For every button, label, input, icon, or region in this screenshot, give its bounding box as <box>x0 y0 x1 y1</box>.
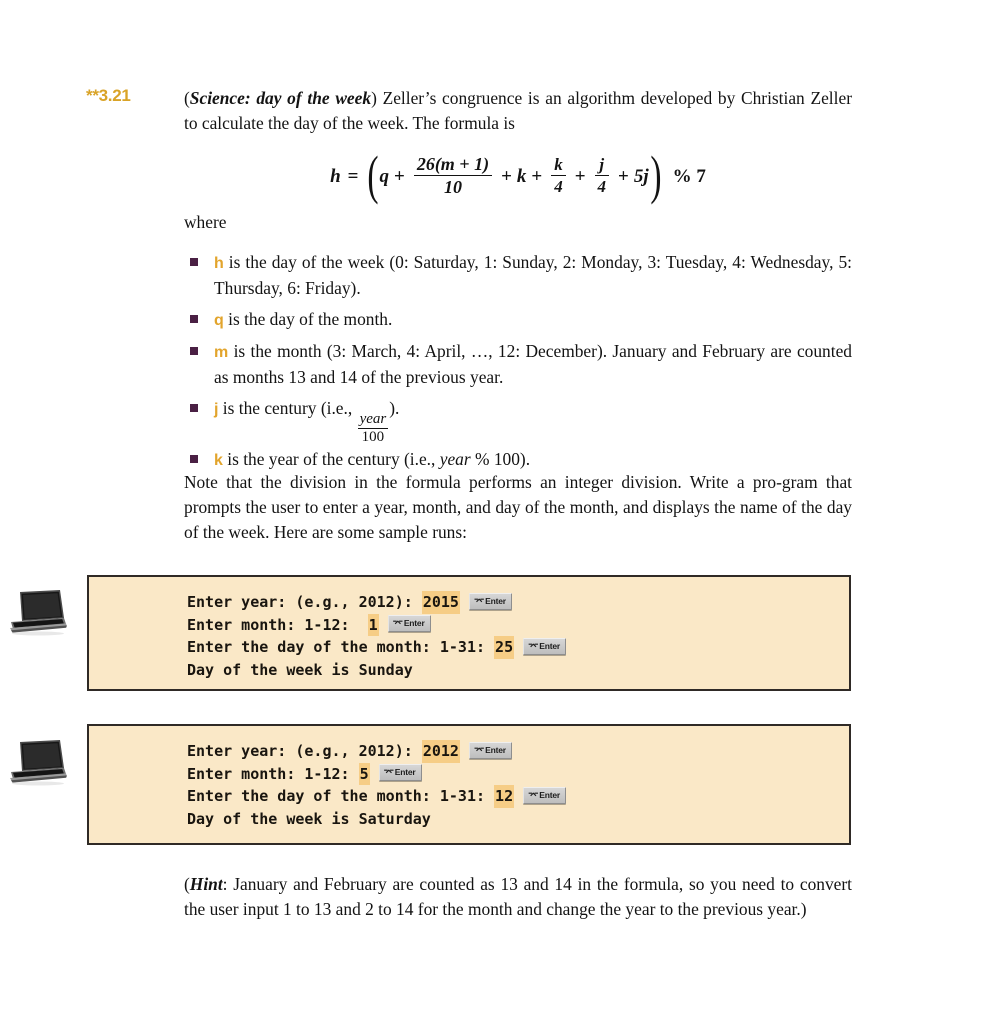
formula-plus-3: + <box>531 165 543 187</box>
enter-key-button[interactable] <box>379 764 422 781</box>
return-arrow-icon: ⌤ <box>473 744 485 755</box>
sample-run-console-2 <box>87 724 851 845</box>
formula-plus-4: + <box>574 165 586 187</box>
return-arrow-icon: ⌤ <box>473 595 485 606</box>
square-bullet-icon <box>190 258 198 266</box>
sample-run-console-1 <box>87 575 851 691</box>
formula-term-q: q <box>379 165 389 187</box>
formula-fraction-j4 <box>595 156 610 196</box>
laptop-icon <box>8 738 70 786</box>
variable-j: j <box>214 401 219 418</box>
console-line <box>187 740 849 763</box>
console-line <box>187 808 849 831</box>
console-line <box>187 636 849 659</box>
formula-fraction-month-denominator: 10 <box>414 175 492 198</box>
definition-q-text: is the day of the month. <box>223 309 393 329</box>
hint-paragraph <box>184 872 852 922</box>
formula-term-k: k <box>516 165 527 187</box>
definition-m-text: is the month (3: March, 4: April, …, 12: December). January and February are counted as months 13 and 14 of the previous year. <box>214 341 852 387</box>
console-user-input: 5 <box>359 763 370 786</box>
console-output: Day of the week is Saturday <box>187 809 431 828</box>
console-output: Day of the week is Sunday <box>187 660 413 679</box>
variable-k: k <box>214 452 223 469</box>
list-item <box>190 250 852 301</box>
formula-lhs: h <box>330 165 341 187</box>
formula-fraction-month <box>414 155 492 198</box>
console-user-input: 12 <box>494 785 514 808</box>
console-line <box>187 763 849 786</box>
formula-plus-2: + <box>501 165 512 187</box>
console-line <box>187 591 849 614</box>
laptop-icon <box>8 588 70 636</box>
enter-key-button[interactable] <box>523 638 566 655</box>
console-2-lines <box>187 740 849 830</box>
console-line <box>187 659 849 682</box>
formula-fraction-j4-denominator: 4 <box>595 175 610 197</box>
formula-fraction-month-numerator: 26(m + 1) <box>416 153 490 174</box>
formula-fraction-k4 <box>551 156 566 196</box>
console-user-input: 2015 <box>422 591 460 614</box>
enter-key-button[interactable] <box>469 742 512 759</box>
formula-plus-1: + <box>393 165 405 187</box>
enter-key-label: Enter <box>394 767 416 778</box>
console-user-input: 2012 <box>422 740 460 763</box>
definition-k-italic: year <box>439 449 471 469</box>
formula-fraction-k4-numerator: k <box>554 154 563 174</box>
square-bullet-icon <box>190 315 198 323</box>
square-bullet-icon <box>190 455 198 463</box>
exercise-number: **3.21 <box>86 86 131 105</box>
console-user-input: 25 <box>494 636 514 659</box>
definition-j-fraction <box>358 412 389 445</box>
lead-body-text: ) Zeller’s congruence is an algorithm developed by Christian Zeller to calculate the day of the week. The formula is <box>184 88 852 133</box>
enter-key-button[interactable] <box>388 615 431 632</box>
where-label: where <box>184 212 227 232</box>
enter-key-label: Enter <box>485 595 506 606</box>
lead-open-paren: ( <box>184 88 190 108</box>
definition-j-fraction-denominator: 100 <box>358 428 389 445</box>
formula-fraction-j4-numerator: j <box>599 154 605 174</box>
formula-close-paren: ) <box>650 145 662 206</box>
variable-m: m <box>214 344 229 361</box>
variable-definition-list <box>190 250 852 473</box>
list-item <box>190 307 852 333</box>
definition-h-text: is the day of the week (0: Saturday, 1: Sunday, 2: Monday, 3: Tuesday, 4: Wednesday, 5: Thursday, 6: Friday). <box>214 252 852 298</box>
exercise-title-italic: Science: day of the week <box>189 88 372 108</box>
hint-label: Hint <box>189 874 223 894</box>
console-user-input: 1 <box>368 614 379 637</box>
list-item <box>190 339 852 390</box>
formula-fraction-k4-denominator: 4 <box>551 175 566 197</box>
exercise-lead-paragraph <box>184 86 852 136</box>
console-1-lines <box>187 591 849 681</box>
variable-h: h <box>214 255 224 272</box>
definition-j-text-after: ). <box>389 398 400 418</box>
enter-key-button[interactable] <box>469 593 512 610</box>
zeller-formula <box>184 146 852 208</box>
hint-open-paren: ( <box>184 874 190 894</box>
formula-open-paren: ( <box>366 145 379 206</box>
console-prompt: Enter year: (e.g., 2012): <box>187 742 422 760</box>
console-prompt: Enter month: 1-12: <box>187 764 359 783</box>
definition-j-text-before: is the century (i.e., <box>218 398 357 418</box>
definition-k-text-before: is the year of the century (i.e., <box>222 449 440 469</box>
console-prompt: Enter year: (e.g., 2012): <box>187 593 422 611</box>
enter-key-label: Enter <box>539 789 561 800</box>
return-arrow-icon: ⌤ <box>392 618 403 629</box>
enter-key-label: Enter <box>539 640 561 651</box>
enter-key-button[interactable] <box>523 787 566 804</box>
console-prompt: Enter the day of the month: 1-31: <box>187 787 495 805</box>
formula-plus-5: + <box>618 165 629 187</box>
variable-q: q <box>214 312 224 329</box>
list-item <box>190 396 852 445</box>
definition-j-fraction-numerator: year <box>359 411 387 427</box>
enter-key-label: Enter <box>485 744 506 755</box>
square-bullet-icon <box>190 347 198 355</box>
return-arrow-icon: ⌤ <box>528 640 539 651</box>
formula-term-5j: 5j <box>633 165 649 187</box>
hint-text: : January and February are counted as 13 and 14 in the formula, so you need to convert the user input 1 to 13 and 2 to 14 for the month and change the year to the previous year.) <box>184 874 852 919</box>
console-prompt: Enter month: 1-12: <box>187 615 368 634</box>
note-paragraph: Note that the division in the formula performs an integer division. Write a pro-gram that prompts the user to enter a year, month, and day of the month, and displays the name of the day of the week. Here are some sample runs: <box>184 472 852 542</box>
formula-equals: = <box>347 165 359 187</box>
return-arrow-icon: ⌤ <box>383 767 394 778</box>
formula-modulo: % 7 <box>672 165 706 187</box>
console-prompt: Enter the day of the month: 1-31: <box>187 638 495 656</box>
square-bullet-icon <box>190 404 198 412</box>
definition-k-text-after: % 100). <box>470 449 531 469</box>
return-arrow-icon: ⌤ <box>528 789 539 800</box>
console-line <box>187 785 849 808</box>
console-line <box>187 614 849 637</box>
enter-key-label: Enter <box>403 618 425 629</box>
